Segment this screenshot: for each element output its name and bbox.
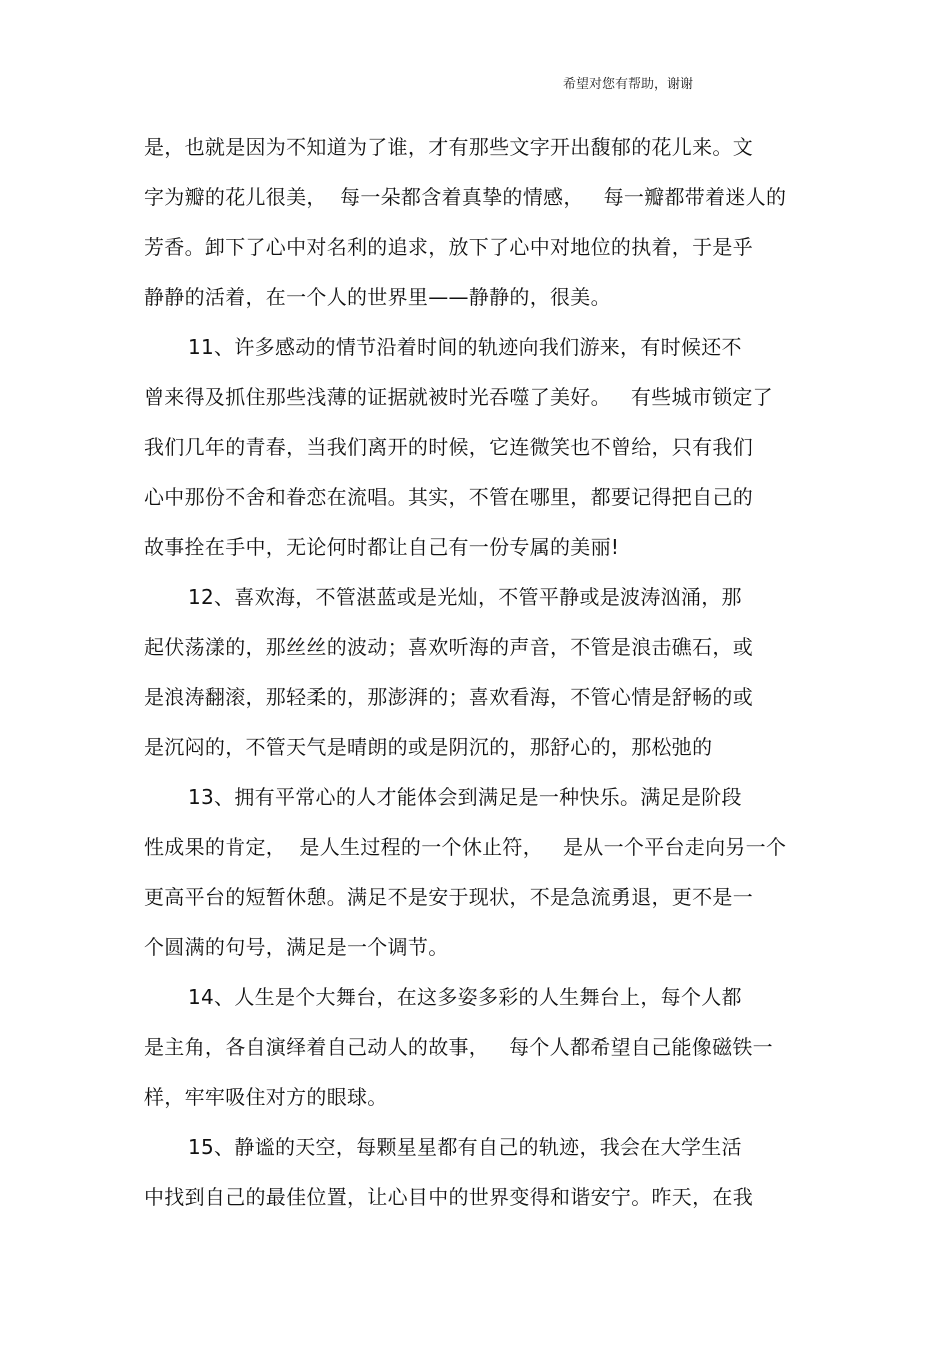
text-line: 静静的活着，在一个人的世界里——静静的，很美。 (144, 285, 611, 309)
paragraph-14-start: 14、人生是个大舞台，在这多姿多彩的人生舞台上，每个人都 (188, 985, 742, 1009)
text-line: 我们几年的青春，当我们离开的时候，它连微笑也不曾给，只有我们 (144, 435, 753, 459)
text-line: 故事拴在手中，无论何时都让自己有一份专属的美丽! (144, 535, 620, 559)
text-line: 是沉闷的，不管天气是晴朗的或是阴沉的，那舒心的，那松弛的 (144, 735, 713, 759)
paragraph-13-start: 13、拥有平常心的人才能体会到满足是一种快乐。满足是阶段 (188, 785, 742, 809)
text-line: 是主角，各自演绎着自己动人的故事， 每个人都希望自己能像磁铁一 (144, 1035, 773, 1059)
text-line: 字为瓣的花儿很美， 每一朵都含着真挚的情感， 每一瓣都带着迷人的 (144, 185, 787, 209)
text-line: 是浪涛翻滚，那轻柔的，那澎湃的；喜欢看海，不管心情是舒畅的或 (144, 685, 753, 709)
text-line: 是，也就是因为不知道为了谁，才有那些文字开出馥郁的花儿来。文 (144, 135, 753, 159)
text-line: 样，牢牢吸住对方的眼球。 (144, 1085, 388, 1109)
header-note: 希望对您有帮助，谢谢 (563, 77, 694, 92)
paragraph-11-start: 11、许多感动的情节沿着时间的轨迹向我们游来，有时候还不 (188, 335, 742, 359)
text-line: 性成果的肯定， 是人生过程的一个休止符， 是从一个平台走向另一个 (144, 835, 787, 859)
text-line: 中找到自己的最佳位置，让心目中的世界变得和谐安宁。昨天，在我 (144, 1185, 753, 1209)
text-line: 芳香。卸下了心中对名利的追求，放下了心中对地位的执着，于是乎 (144, 235, 753, 259)
paragraph-12-start: 12、喜欢海，不管湛蓝或是光灿，不管平静或是波涛汹涌，那 (188, 585, 742, 609)
body-text (144, 122, 804, 1222)
text-line: 更高平台的短暂休憩。满足不是安于现状，不是急流勇退，更不是一 (144, 885, 753, 909)
text-line: 曾来得及抓住那些浅薄的证据就被时光吞噬了美好。 有些城市锁定了 (144, 385, 773, 409)
text-line: 个圆满的句号，满足是一个调节。 (144, 935, 449, 959)
paragraph-15-start: 15、静谧的天空，每颗星星都有自己的轨迹，我会在大学生活 (188, 1135, 742, 1159)
text-line: 起伏荡漾的，那丝丝的波动；喜欢听海的声音，不管是浪击礁石，或 (144, 635, 753, 659)
text-line: 心中那份不舍和眷恋在流唱。其实，不管在哪里，都要记得把自己的 (144, 485, 753, 509)
